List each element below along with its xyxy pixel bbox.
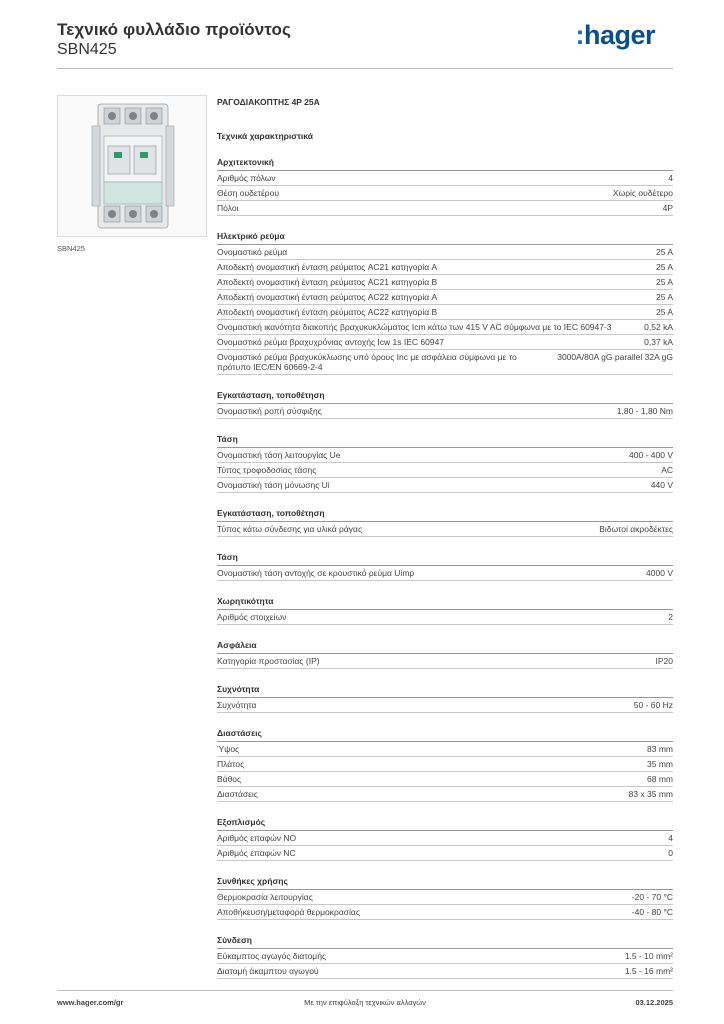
spec-row [217,787,673,802]
spec-value: 0,37 kA [644,337,673,347]
spec-group [217,434,673,493]
spec-label: Κατηγορία προστασίας (IP) [217,656,320,666]
image-caption: SBN425 [57,244,85,253]
page-header [57,20,673,59]
spec-label: Αποδεκτή ονομαστική ένταση ρεύματος AC21 κατηγορία A [217,262,438,272]
spec-label: Ονομαστική ικανότητα διακοπής βραχυκυκλώματος Icm κάτω των 415 V AC σύμφωνα με το IEC 60947-3 [217,322,612,332]
footer-note: Με την επιφύλαξη τεχνικών αλλαγών [304,998,426,1007]
spec-label: Εύκαμπτος αγωγός διατομής [217,951,327,961]
spec-label: Αριθμός επαφών NC [217,848,296,858]
spec-groups [217,157,673,979]
spec-value: 25 A [655,277,673,287]
spec-value: 4 [668,833,673,843]
spec-row [217,245,673,260]
spec-row [217,260,673,275]
spec-value: 0 [668,848,673,858]
spec-group-title: Συνθήκες χρήσης [217,876,673,890]
spec-label: Τύπος κάτω σύνδεσης για υλικά ράγας [217,524,363,534]
spec-group [217,390,673,419]
spec-value: 3000A/80A gG parallel 32A gG [557,352,673,362]
product-code: SBN425 [57,41,117,58]
spec-group [217,508,673,537]
spec-row [217,448,673,463]
spec-label: Αριθμός στοιχείων [217,612,287,622]
spec-value: 25 A [655,292,673,302]
spec-group-title: Συχνότητα [217,684,673,698]
spec-row [217,186,673,201]
spec-label: Αποθήκευση/μεταφορά θερμοκρασίας [217,907,360,917]
spec-group-title: Τάση [217,434,673,448]
spec-row [217,305,673,320]
spec-value: 1,80 - 1,80 Nm [616,406,673,416]
spec-label: Αποδεκτή ονομαστική ένταση ρεύματος AC21 κατηγορία B [217,277,438,287]
spec-row [217,964,673,979]
document-title: Τεχνικό φυλλάδιο προϊόντος [57,20,291,39]
spec-group-title: Σύνδεση [217,935,673,949]
spec-row [217,350,673,375]
spec-label: Πόλοι [217,203,239,213]
spec-value: 1.5 - 16 mm² [624,966,673,976]
spec-label: Θερμοκρασία λειτουργίας [217,892,313,902]
spec-row [217,522,673,537]
spec-label: Βάθος [217,774,242,784]
spec-group [217,935,673,979]
spec-group-title: Διαστάσεις [217,728,673,742]
spec-row [217,757,673,772]
spec-value: 25 A [655,307,673,317]
spec-content [217,97,673,979]
hager-logo [575,20,655,51]
spec-label: Ονομαστικό ρεύμα βραχυχρόνιας αντοχής Icw 1s IEC 60947 [217,337,445,347]
spec-label: Συχνότητα [217,700,257,710]
footer-date: 03.12.2025 [635,998,673,1007]
footer-website[interactable]: www.hager.com/gr [57,998,124,1007]
spec-group-title: Εγκατάσταση, τοποθέτηση [217,508,673,522]
switch-disconnector-illustration [58,96,206,236]
spec-label: Αποδεκτή ονομαστική ένταση ρεύματος AC22 κατηγορία B [217,307,438,317]
spec-row [217,463,673,478]
spec-label: Θέση ουδετέρου [217,188,279,198]
spec-value: IP20 [655,656,673,666]
spec-value: 50 - 60 Hz [633,700,673,710]
spec-label: Ονομαστική τάση λειτουργίας Ue [217,450,341,460]
spec-value: 0,52 kA [644,322,673,332]
spec-value: Χωρίς ουδέτερο [612,188,673,198]
spec-value: 1.5 - 10 mm² [624,951,673,961]
spec-label: Ύψος [217,744,240,754]
spec-value: 83 x 35 mm [628,789,673,799]
spec-value: 4000 V [646,568,673,578]
spec-row [217,320,673,335]
spec-group-title: Ασφάλεια [217,640,673,654]
spec-group [217,640,673,669]
spec-label: Ονομαστική τάση μόνωσης Ui [217,480,330,490]
product-image [57,95,207,237]
spec-label: Αριθμός επαφών NO [217,833,297,843]
spec-label: Ονομαστική τάση αντοχής σε κρουστικό ρεύμα Uimp [217,568,415,578]
spec-value: 2 [668,612,673,622]
spec-group-title: Τάση [217,552,673,566]
spec-value: 25 A [655,262,673,272]
spec-row [217,742,673,757]
spec-row [217,654,673,669]
footer-divider [57,990,673,991]
product-name: ΡΑΓΟΔΙΑΚΟΠΤΗΣ 4P 25A [217,97,320,107]
spec-row [217,772,673,787]
spec-row [217,404,673,419]
spec-value: -40 - 80 °C [631,907,673,917]
spec-value: 83 mm [647,744,673,754]
spec-row [217,171,673,186]
spec-value: AC [661,465,673,475]
spec-group-title: Αρχιτεκτονική [217,157,673,171]
spec-group [217,876,673,920]
spec-row [217,890,673,905]
spec-label: Πλάτος [217,759,245,769]
spec-group [217,596,673,625]
spec-label: Διαστάσεις [217,789,258,799]
section-heading: Τεχνικά χαρακτηριστικά [217,131,313,141]
spec-label: Τύπος τροφοδοσίας τάσης [217,465,317,475]
spec-value: 400 - 400 V [629,450,673,460]
spec-row [217,949,673,964]
spec-row [217,201,673,216]
spec-group [217,552,673,581]
spec-value: 35 mm [647,759,673,769]
spec-row [217,290,673,305]
spec-value: 440 V [650,480,673,490]
spec-value: 25 A [655,247,673,257]
spec-row [217,846,673,861]
spec-group [217,157,673,216]
spec-value: -20 - 70 °C [631,892,673,902]
spec-row [217,831,673,846]
spec-group-title: Ηλεκτρικό ρεύμα [217,231,673,245]
spec-value: 68 mm [647,774,673,784]
spec-label: Ονομαστική ροπή σύσφιξης [217,406,322,416]
spec-row [217,610,673,625]
spec-row [217,566,673,581]
logo-colon: : [575,20,584,50]
spec-group [217,728,673,802]
spec-row [217,698,673,713]
spec-value: 4 [668,173,673,183]
spec-row [217,905,673,920]
spec-row [217,478,673,493]
spec-group-title: Εγκατάσταση, τοποθέτηση [217,390,673,404]
spec-group-title: Χωρητικότητα [217,596,673,610]
logo-text: hager [583,20,655,50]
spec-label: Αποδεκτή ονομαστική ένταση ρεύματος AC22 κατηγορία A [217,292,438,302]
spec-value: Βιδωτοί ακροδέκτες [599,524,673,534]
spec-row [217,335,673,350]
spec-label: Ονομαστικό ρεύμα βραχυκύκλωσης υπό όρους Inc με ασφάλεια σύμφωνα με το πρότυπο IEC/EN 60669-2-4 [217,352,517,372]
spec-label: Ονομαστικό ρεύμα [217,247,288,257]
header-divider [57,68,673,69]
spec-group [217,684,673,713]
spec-group [217,817,673,861]
spec-label: Αριθμός πόλων [217,173,276,183]
spec-value: 4P [662,203,673,213]
spec-row [217,275,673,290]
spec-group [217,231,673,375]
spec-group-title: Εξοπλισμός [217,817,673,831]
spec-label: Διατομή άκαμπτου αγωγού [217,966,319,976]
